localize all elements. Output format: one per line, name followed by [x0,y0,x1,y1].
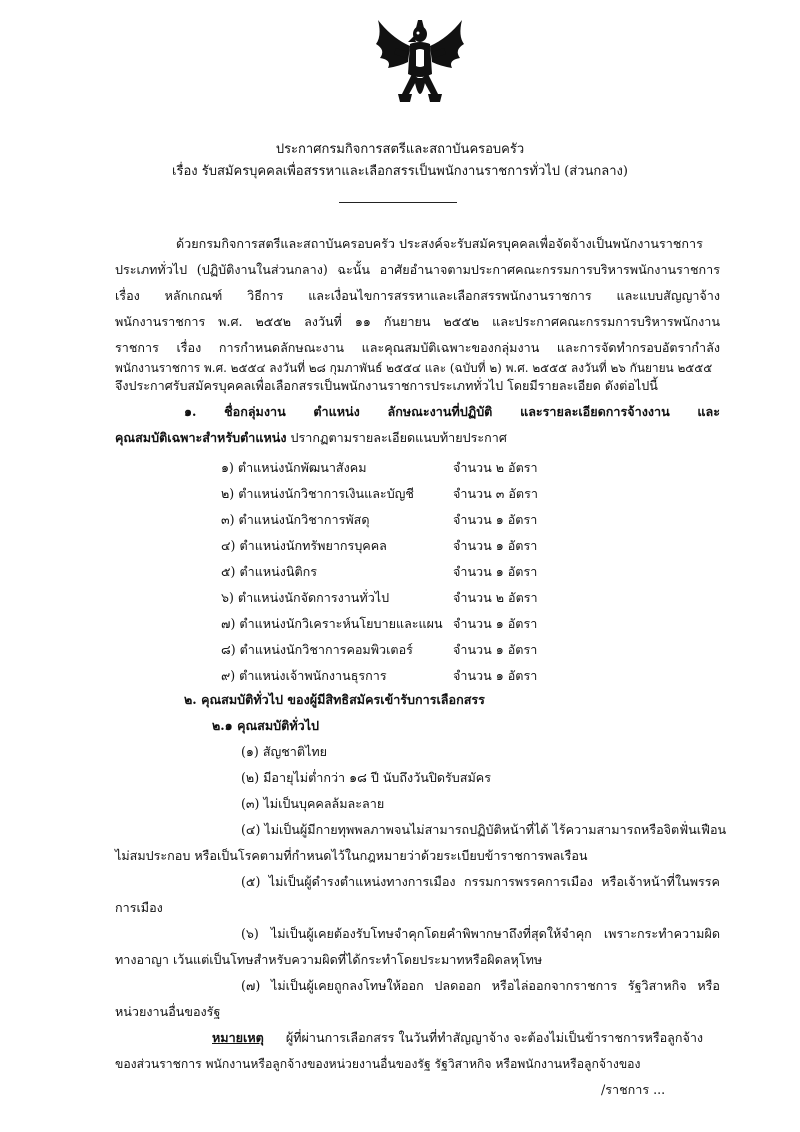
qualification-4-cont: ไม่สมประกอบ หรือเป็นโรคตามที่กำหนดไว้ในกฎหมายว่าด้วยระเบียบข้าราชการพลเรือน [115,848,588,863]
position-name: ๘) ตำแหน่งนักวิชาการคอมพิวเตอร์ [221,642,413,657]
remark-text: ผู้ที่ผ่านการเลือกสรร ในวันที่ทำสัญญาจ้าง จะต้องไม่เป็นข้าราชการหรือลูกจ้าง [285,1030,704,1045]
position-count: จำนวน ๑ อัตรา [453,668,538,683]
position-count: จำนวน ๑ อัตรา [453,564,538,579]
qualification-4: (๔) ไม่เป็นผู้มีกายทุพพลภาพจนไม่สามารถปฏิบัติหน้าที่ได้ ไร้ความสามารถหรือจิตฟั่นเฟือน [241,822,727,837]
qualification-7-cont: หน่วยงานอื่นของรัฐ [115,1004,221,1019]
section-1-bold-label: คุณสมบัติเฉพาะสำหรับตำแหน่ง [115,430,287,445]
section-1-heading: ๑. ชื่อกลุ่มงาน ตำแหน่ง ลักษณะงานที่ปฏิบัติ และรายละเอียดการจ้างงาน และ [184,404,720,419]
position-count: จำนวน ๑ อัตรา [453,642,538,657]
position-count: จำนวน ๑ อัตรา [453,512,538,527]
remark-line-1 [212,1030,703,1046]
position-name: ๕) ตำแหน่งนิติกร [221,564,318,579]
position-name: ๑) ตำแหน่งนักพัฒนาสังคม [221,460,367,475]
position-name: ๔) ตำแหน่งนักทรัพยากรบุคคล [221,538,387,553]
remark-label: หมายเหตุ [212,1030,264,1045]
intro-line-1: ด้วยกรมกิจการสตรีและสถาบันครอบครัว ประสงค์จะรับสมัครบุคคลเพื่อจัดจ้างเป็นพนักงานราชการ [176,236,703,251]
announcement-org: ประกาศกรมกิจการสตรีและสถาบันครอบครัว [275,142,525,157]
position-count: จำนวน ๒ อัตรา [453,590,538,605]
qualification-6: (๖) ไม่เป็นผู้เคยต้องรับโทษจำคุกโดยคำพิพากษาถึงที่สุดให้จำคุก เพราะกระทำความผิด [241,926,720,941]
position-name: ๓) ตำแหน่งนักวิชาการพัสดุ [221,512,370,527]
intro-line-4: พนักงานราชการ พ.ศ. ๒๕๕๒ ลงวันที่ ๑๑ กันยายน ๒๕๕๒ และประกาศคณะกรรมการบริหารพนักงาน [115,314,720,329]
remark-line-2: ของส่วนราชการ พนักงานหรือลูกจ้างของหน่วยงานอื่นของรัฐ รัฐวิสาหกิจ หรือพนักงานหรือลูกจ้างของ [115,1057,641,1071]
garuda-emblem [372,18,468,110]
qualification-6-cont: ทางอาญา เว้นแต่เป็นโทษสำหรับความผิดที่ได้กระทำโดยประมาทหรือผิดลหุโทษ [115,952,543,967]
intro-line-5: ราชการ เรื่อง การกำหนดลักษณะงาน และคุณสมบัติเฉพาะของกลุ่มงาน และการจัดทำกรอบอัตรากำลัง [115,340,720,355]
section-2-heading: ๒. คุณสมบัติทั่วไป ของผู้มีสิทธิสมัครเข้ารับการเลือกสรร [184,692,485,707]
intro-line-3: เรื่อง หลักเกณฑ์ วิธีการ และเงื่อนไขการสรรหาและเลือกสรรพนักงานราชการ และแบบสัญญาจ้าง [115,288,720,303]
qualification-5-cont: การเมือง [115,900,163,915]
qualification-7: (๗) ไม่เป็นผู้เคยถูกลงโทษให้ออก ปลดออก หรือไล่ออกจากราชการ รัฐวิสาหกิจ หรือ [241,978,720,993]
intro-line-7: จึงประกาศรับสมัครบุคคลเพื่อเลือกสรรเป็นพนักงานราชการประเภททั่วไป โดยมีรายละเอียด ดังต่อไปนี้ [115,378,658,393]
position-count: จำนวน ๓ อัตรา [453,486,538,501]
qualification-1: (๑) สัญชาติไทย [241,744,328,759]
position-count: จำนวน ๒ อัตรา [453,460,538,475]
announcement-subject: เรื่อง รับสมัครบุคคลเพื่อสรรหาและเลือกสรรเป็นพนักงานราชการทั่วไป (ส่วนกลาง) [172,164,628,179]
position-name: ๗) ตำแหน่งนักวิเคราะห์นโยบายและแผน [221,616,443,631]
position-name: ๒) ตำแหน่งนักวิชาการเงินและบัญชี [221,486,414,501]
position-name: ๖) ตำแหน่งนักจัดการงานทั่วไป [221,590,390,605]
page-continuation: /ราชการ ... [601,1082,666,1097]
intro-line-6: พนักงานราชการ พ.ศ. ๒๕๕๔ ลงวันที่ ๒๘ กุมภาพันธ์ ๒๕๕๔ และ (ฉบับที่ ๒) พ.ศ. ๒๕๕๕ ลงวันที่ ๒๖ กันยายน ๒๕๕๕ [115,361,713,375]
section-1-rest: ปรากฏตามรายละเอียดแนบท้ายประกาศ [286,430,507,445]
section-1-heading-cont [115,430,507,446]
position-count: จำนวน ๑ อัตรา [453,538,538,553]
section-2-1-heading: ๒.๑ คุณสมบัติทั่วไป [212,718,320,733]
position-count: จำนวน ๑ อัตรา [453,616,538,631]
position-name: ๙) ตำแหน่งเจ้าพนักงานธุรการ [221,668,387,683]
intro-line-2: ประเภททั่วไป (ปฏิบัติงานในส่วนกลาง) ฉะนั้น อาศัยอำนาจตามประกาศคณะกรรมการบริหารพนักงานราชการ [115,262,720,277]
header-divider [339,202,457,203]
qualification-3: (๓) ไม่เป็นบุคคลล้มละลาย [241,796,385,811]
qualification-2: (๒) มีอายุไม่ต่ำกว่า ๑๘ ปี นับถึงวันปิดรับสมัคร [241,770,491,785]
qualification-5: (๕) ไม่เป็นผู้ดำรงตำแหน่งทางการเมือง กรรมการพรรคการเมือง หรือเจ้าหน้าที่ในพรรค [241,874,720,889]
